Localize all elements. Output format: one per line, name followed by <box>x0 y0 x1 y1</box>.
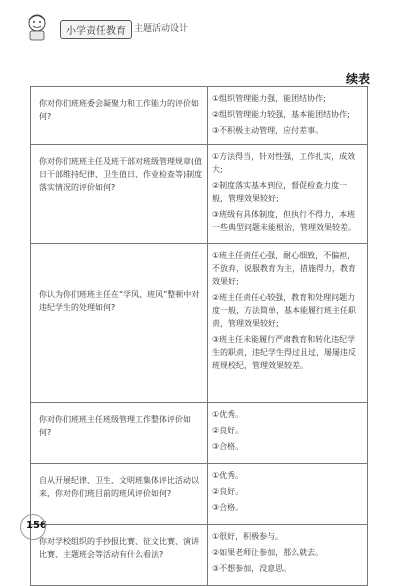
question-cell <box>31 87 208 145</box>
table-row <box>31 464 368 525</box>
option-text: ②良好。 <box>212 487 244 496</box>
question-cell <box>31 525 208 586</box>
options-cell <box>208 525 368 586</box>
option-text: ②班主任责任心较强，教育和处理问题力度一般，方法简单，基本能履行班主任职责，管理效果较好; <box>212 293 356 328</box>
question-text: 你对你们班班委会凝聚力和工作能力的评价如何? <box>39 99 199 121</box>
page-number <box>26 520 47 531</box>
option-text: ③不想参加，没意思。 <box>212 564 292 573</box>
option-text: ②良好。 <box>212 426 244 435</box>
option-text: ③合格。 <box>212 503 244 512</box>
survey-table <box>30 86 368 586</box>
option-text: ②制度落实基本到位，督促检查力度一般，管理效果较好; <box>212 181 348 203</box>
option-text: ①组织管理能力强，能团结协作; <box>212 94 326 103</box>
option-text: ③班级有具体制度，但执行不得力，本班一些典型问题未能根治，管理效果较差。 <box>212 210 356 232</box>
table-row <box>31 87 368 145</box>
option-text: ②如果老师让参加，那么就去。 <box>212 548 324 557</box>
question-text: 你对学校组织的手抄报比赛、征文比赛、演讲比赛、主题班会等活动有什么看法? <box>39 537 199 559</box>
option-text: ②组织管理能力较强，基本能团结协作; <box>212 110 350 119</box>
options-cell <box>208 403 368 464</box>
question-cell <box>31 145 208 244</box>
table-row <box>31 525 368 586</box>
table-row <box>31 403 368 464</box>
page-number-ring <box>20 514 46 540</box>
question-cell <box>31 464 208 525</box>
page-header <box>20 12 380 42</box>
options-cell <box>208 87 368 145</box>
option-text: ①优秀。 <box>212 471 244 480</box>
option-text: ③班主任未能履行严肃教育和转化违纪学生的职责，违纪学生得过且过，屡屡违反班规校纪，管理效果较差。 <box>212 335 356 370</box>
options-cell <box>208 145 368 244</box>
question-cell <box>31 244 208 403</box>
table-row <box>31 145 368 244</box>
question-text: 你对你们班班主任班级管理工作整体评价如何? <box>39 415 191 437</box>
question-cell <box>31 403 208 464</box>
book-title: 小学责任教育 <box>60 20 132 39</box>
child-mascot-icon <box>20 12 54 46</box>
option-text: ①优秀。 <box>212 410 244 419</box>
options-cell <box>208 464 368 525</box>
option-text: ③不积极主动管理，应付差事。 <box>212 126 324 135</box>
option-text: ①方法得当，针对性强，工作扎实，成效大; <box>212 152 356 174</box>
section-title: 主题活动设计 <box>134 24 189 34</box>
option-text: ③合格。 <box>212 442 244 451</box>
continued-label: 续表 <box>345 72 370 86</box>
question-text: 你认为你们班班主任在“学风、班风”整顿中对违纪学生的处理如何? <box>39 290 200 312</box>
options-cell <box>208 244 368 403</box>
question-text: 你对你们班班主任及班干部对班级管理规章(值日干部维持纪律、卫生值日、作业检查等)制度落实情况的评价如何? <box>39 157 203 192</box>
question-text: 自从开展纪律、卫生、文明班集体评比活动以来，你对你们班目前的班风评价如何? <box>39 476 199 498</box>
option-text: ①班主任责任心强，耐心细致，不偏袒，不放弃，说服教育为主，措施得力，教育效果好; <box>212 251 356 286</box>
table-row <box>31 244 368 403</box>
option-text: ①很好，积极参与。 <box>212 532 284 541</box>
page-number-text: 156 <box>26 520 47 531</box>
